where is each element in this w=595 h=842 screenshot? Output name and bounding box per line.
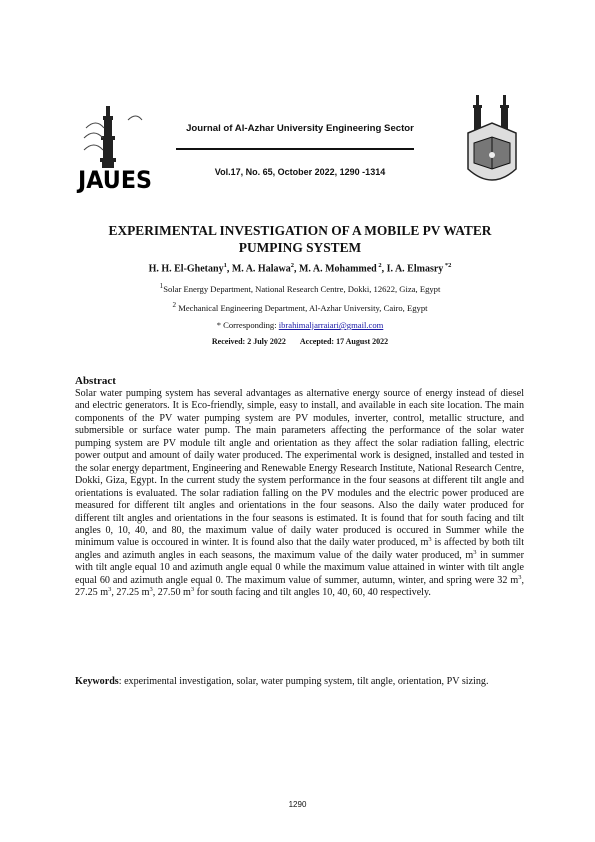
header-divider: [176, 148, 414, 150]
jaues-logo: [76, 98, 154, 194]
keywords-label: Keywords: [75, 676, 119, 687]
page-number: 1290: [288, 800, 307, 809]
abstract-text-run: , 27.50 m: [152, 587, 191, 599]
affiliation-text: Mechanical Engineering Department, Al-Azhar University, Cairo, Egypt: [176, 302, 428, 313]
abstract-superscript: 3: [108, 586, 112, 594]
abstract-text-run: , 27.25 m: [111, 587, 150, 599]
abstract-text-run: in summer with tilt angle equal 10 and azimuth angle equal 0 while the maximum value attained in winter with tilt angle equal 60 and azimuth angle equal 0. The maximum value of summer, autumn, winter, and spring were 32 m: [75, 549, 525, 586]
keywords: [75, 675, 524, 688]
author-name: M. A. Halawa: [231, 263, 291, 275]
volume-issue-line: Vol.17, No. 65, October 2022, 1290 -1314: [214, 167, 386, 177]
author-separator: ,: [381, 263, 387, 275]
abstract-superscript: 3: [190, 586, 195, 594]
affiliation-marker: 2: [172, 301, 177, 309]
abstract-text-run: is affected by both tilt angles and azimuth angles in each seasons, the maximum value of the daily water produced, m: [75, 537, 524, 561]
author-separator: ,: [293, 263, 299, 275]
abstract-superscript: 3: [518, 573, 522, 581]
author-list: [75, 262, 525, 274]
abstract-text-run: , 27.25 m: [75, 574, 524, 599]
abstract-superscript: 3: [428, 536, 432, 544]
affiliation-text: Solar Energy Department, National Research Centre, Dokki, 12622, Giza, Egypt: [163, 283, 441, 294]
author-affiliation-marker: 1: [223, 262, 227, 269]
abstract-text-run: Solar water pumping system has several advantages as alternative energy source of energy instead of diesel and electric generators. It is Eco-friendly, simple, easy to install, and available in each site location. The main components of the PV water pumping system are PV modules, inverter, control, metallic structure, and submersible or surface water pump. The main parameters affecting the performance of the solar water pumping system are PV module tilt angle and orientation as they affect the solar radiation falling, electric power output and amount of daily water produced. The experimental work is designed, installed and tested in the solar energy department, Engineering and Renewable Energy Research Institute, National Research Centre, Dokki, Giza, Egypt. In the current study the system performance in the four seasons at different tilt angle and orientations is evaluated. The solar radiation falling on the PV modules and the electric power produced are measured for different tilt angles and orientations in the four seasons. Also the daily water produced for different tilt angles and orientations in the four seasons is estimated. It is found that for south facing and tilt angles 0, 10, 40, and 80, the maximum value of daily water produced is occured in Summer while the minimum value is occoured in winter. It is found also that the daily water produced, m: [75, 388, 524, 549]
abstract-body: [75, 388, 524, 600]
submission-dates: [75, 337, 525, 346]
abstract-heading: Abstract: [75, 375, 116, 387]
corresponding-email-link[interactable]: ibrahimaljarraiari@gmail.com: [278, 320, 384, 330]
corresponding-author: [75, 320, 525, 330]
affiliation-marker: 1: [159, 282, 164, 290]
received-date: Received: 2 July 2022: [211, 337, 286, 346]
al-azhar-university-seal: [456, 93, 528, 193]
abstract-text-run: for south facing and tilt angles 10, 40, 60, 40 respectively.: [194, 587, 431, 599]
author-name: I. A. Elmasry: [386, 263, 444, 275]
abstract-superscript: 3: [149, 586, 153, 594]
author-name: H. H. El-Ghetany: [148, 263, 224, 275]
author-affiliation-marker: 2: [376, 262, 382, 269]
abstract-superscript: 3: [473, 548, 477, 556]
author-affiliation-marker: *2: [443, 262, 452, 269]
journal-name: Journal of Al-Azhar University Engineering Sector: [186, 123, 414, 134]
accepted-date: Accepted: 17 August 2022: [299, 337, 389, 346]
author-affiliation-marker: 2: [290, 262, 294, 269]
author-separator: ,: [226, 263, 232, 275]
paper-title: EXPERIMENTAL INVESTIGATION OF A MOBILE PV WATER PUMPING SYSTEM: [108, 223, 492, 255]
jaues-logo-text: JAUES: [76, 166, 152, 194]
corresponding-label: * Corresponding:: [216, 320, 279, 330]
keywords-text: : experimental investigation, solar, water pumping system, tilt angle, orientation, PV sizing.: [118, 676, 489, 687]
affiliation-2: [75, 301, 525, 313]
affiliation-1: [75, 282, 525, 294]
author-name: M. A. Mohammed: [298, 263, 377, 275]
